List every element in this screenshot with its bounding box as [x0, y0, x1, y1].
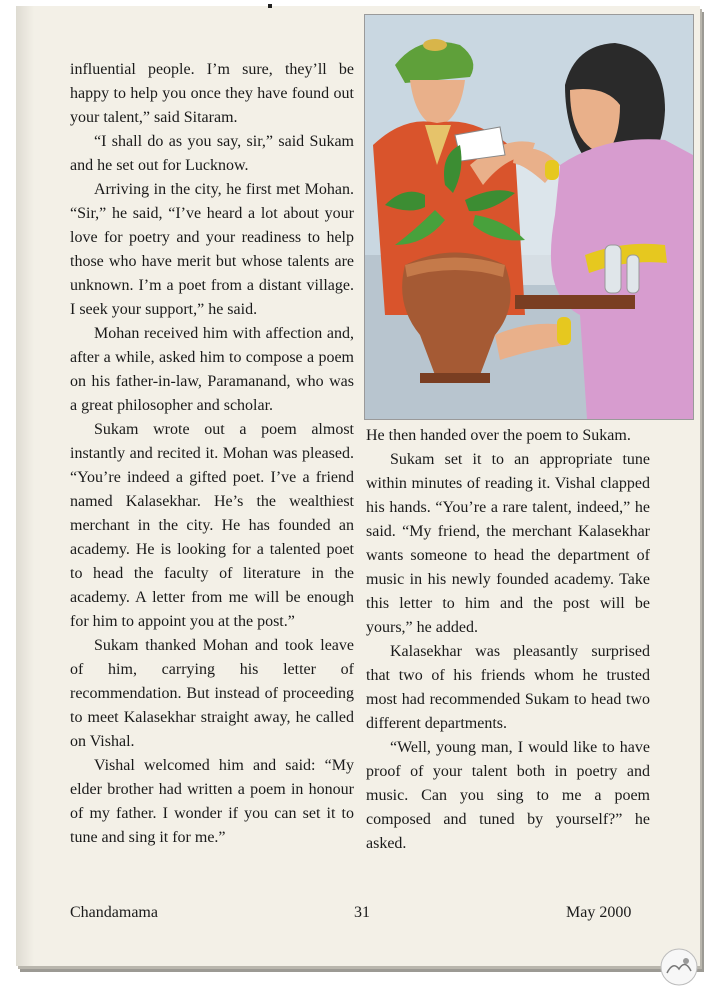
- paragraph: Sukam set it to an appropriate tune within minutes of reading it. Vishal clapped his hands. “You’re a rare talent, indeed,” he said. “My friend, the merchant Kalasekhar wants someone to head the department of music in his newly founded academy. Take this letter to him and the post will be yours,” he added.: [366, 451, 650, 636]
- paragraph: “I shall do as you say, sir,” said Sukam and he set out for Lucknow.: [70, 133, 354, 174]
- paragraph: influential people. I’m sure, they’ll be happy to help you once they have found out your talent,” said Sitaram.: [70, 61, 354, 126]
- paragraph: Vishal welcomed him and said: “My elder brother had written a poem in honour of my father. I wonder if you can set it to tune and sing it for me.”: [70, 757, 354, 846]
- paragraph: Sukam thanked Mohan and took leave of him, carrying his letter of recommendation. But instead of proceeding to meet Kalasekhar straight away, he called on Vishal.: [70, 637, 354, 750]
- paragraph: Arriving in the city, he first met Mohan. “Sir,” he said, “I’ve heard a lot about your love for poetry and your readiness to help those who have merit but whose talents are unknown. I’m a poet from a distant village. I seek your support,” he said.: [70, 181, 354, 318]
- paragraph: Mohan received him with affection and, after a while, asked him to compose a poem on his father-in-law, Paramanand, who was a great philosopher and scholar.: [70, 325, 354, 414]
- left-text-column: [70, 58, 354, 850]
- paragraph: Kalasekhar was pleasantly surprised that two of his friends whom he trusted most had recommended Sukam to head two different departments.: [366, 643, 650, 732]
- illustration-artwork: [365, 15, 693, 419]
- issue-date: May 2000: [566, 904, 632, 921]
- story-illustration: [364, 14, 694, 420]
- right-text-column: [366, 424, 650, 856]
- paragraph: Sukam wrote out a poem almost instantly and recited it. Mohan was pleased. “You’re indeed a gifted poet. I’ve a friend named Kalasekhar. He’s the wealthiest merchant in the city. He has founded an academy. He is looking for a talented poet to head the faculty of literature in the academy. A letter from me will be enough for him to appoint you at the post.”: [70, 421, 354, 630]
- magazine-name: Chandamama: [70, 904, 158, 921]
- paragraph: “Well, young man, I would like to have proof of your talent both in poetry and music. Can you sing to me a poem composed and tuned by yourself?” he asked.: [366, 739, 650, 852]
- paragraph: He then handed over the poem to Sukam.: [366, 427, 631, 444]
- page-binding-edge: [16, 6, 34, 966]
- print-mark: [268, 4, 272, 8]
- corner-stamp-icon: [659, 947, 699, 987]
- page-number: 31: [354, 904, 370, 921]
